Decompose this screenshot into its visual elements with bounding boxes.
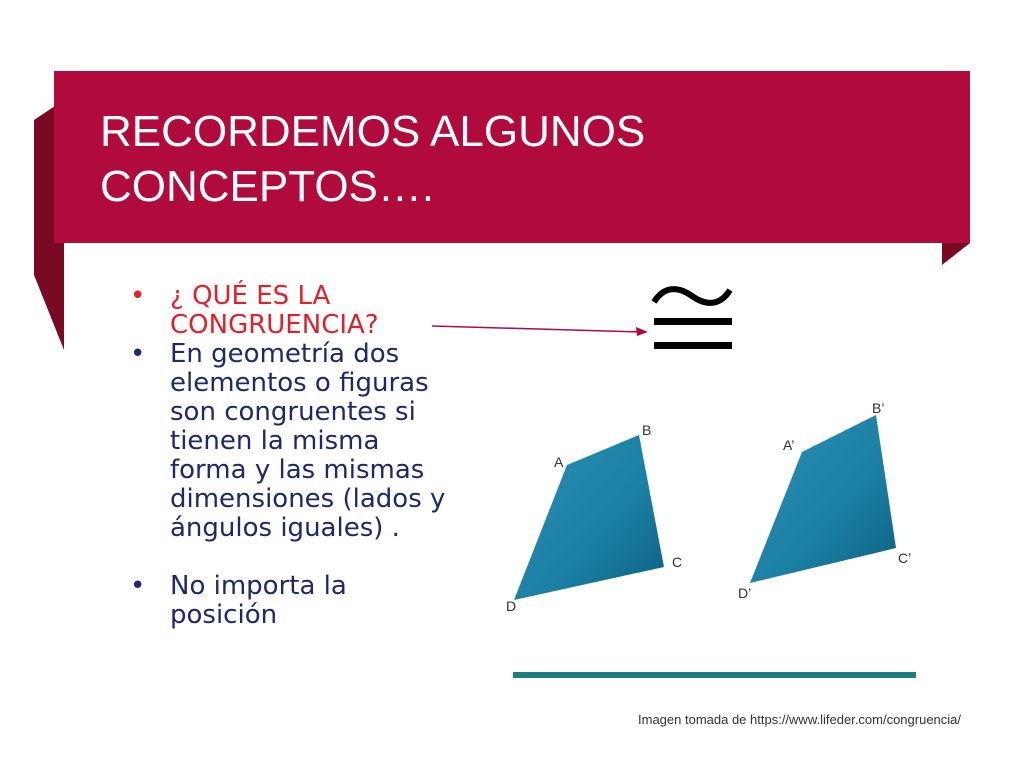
slide-title: RECORDEMOS ALGUNOS CONCEPTOS…. <box>100 107 646 211</box>
bullet-definition <box>130 340 450 543</box>
vertex-label-c-prime: C’ <box>898 550 912 566</box>
congruent-quadrilaterals-figure <box>506 395 922 625</box>
vertex-label-d-prime: D’ <box>738 585 752 601</box>
vertex-label-d: D <box>506 598 517 614</box>
bullet-definition-text: En geometría dos elementos o figuras son congruentes si tienen la misma forma y las mismas dimensiones (lados y ángulos iguales) . <box>170 339 446 543</box>
bullet-position-text: No importa la posición <box>170 571 347 630</box>
divider-line <box>513 672 916 678</box>
vertex-label-b-prime: B’ <box>872 400 885 416</box>
image-credit: Imagen tomada de https://www.lifeder.com/congruencia/ <box>638 712 962 727</box>
pointer-arrow <box>430 318 650 338</box>
banner-fold <box>942 243 970 265</box>
vertex-label-a-prime: A’ <box>783 437 795 453</box>
vertex-label-b: B <box>642 422 652 438</box>
bullet-position <box>130 572 450 630</box>
vertex-label-a: A <box>554 454 564 470</box>
bullet-list <box>130 282 450 630</box>
bullet-dot: • <box>130 339 146 369</box>
bullet-question-text: ¿ QUÉ ES LA CONGRUENCIA? <box>170 281 379 340</box>
bullet-question <box>130 282 450 340</box>
congruence-symbol-icon <box>648 278 736 354</box>
vertex-label-c: C <box>672 554 683 570</box>
quadrilateral-abcd <box>514 435 664 600</box>
bullet-dot: • <box>130 571 146 601</box>
quadrilateral-abcd-prime <box>750 415 896 583</box>
bullet-dot: • <box>130 281 146 311</box>
